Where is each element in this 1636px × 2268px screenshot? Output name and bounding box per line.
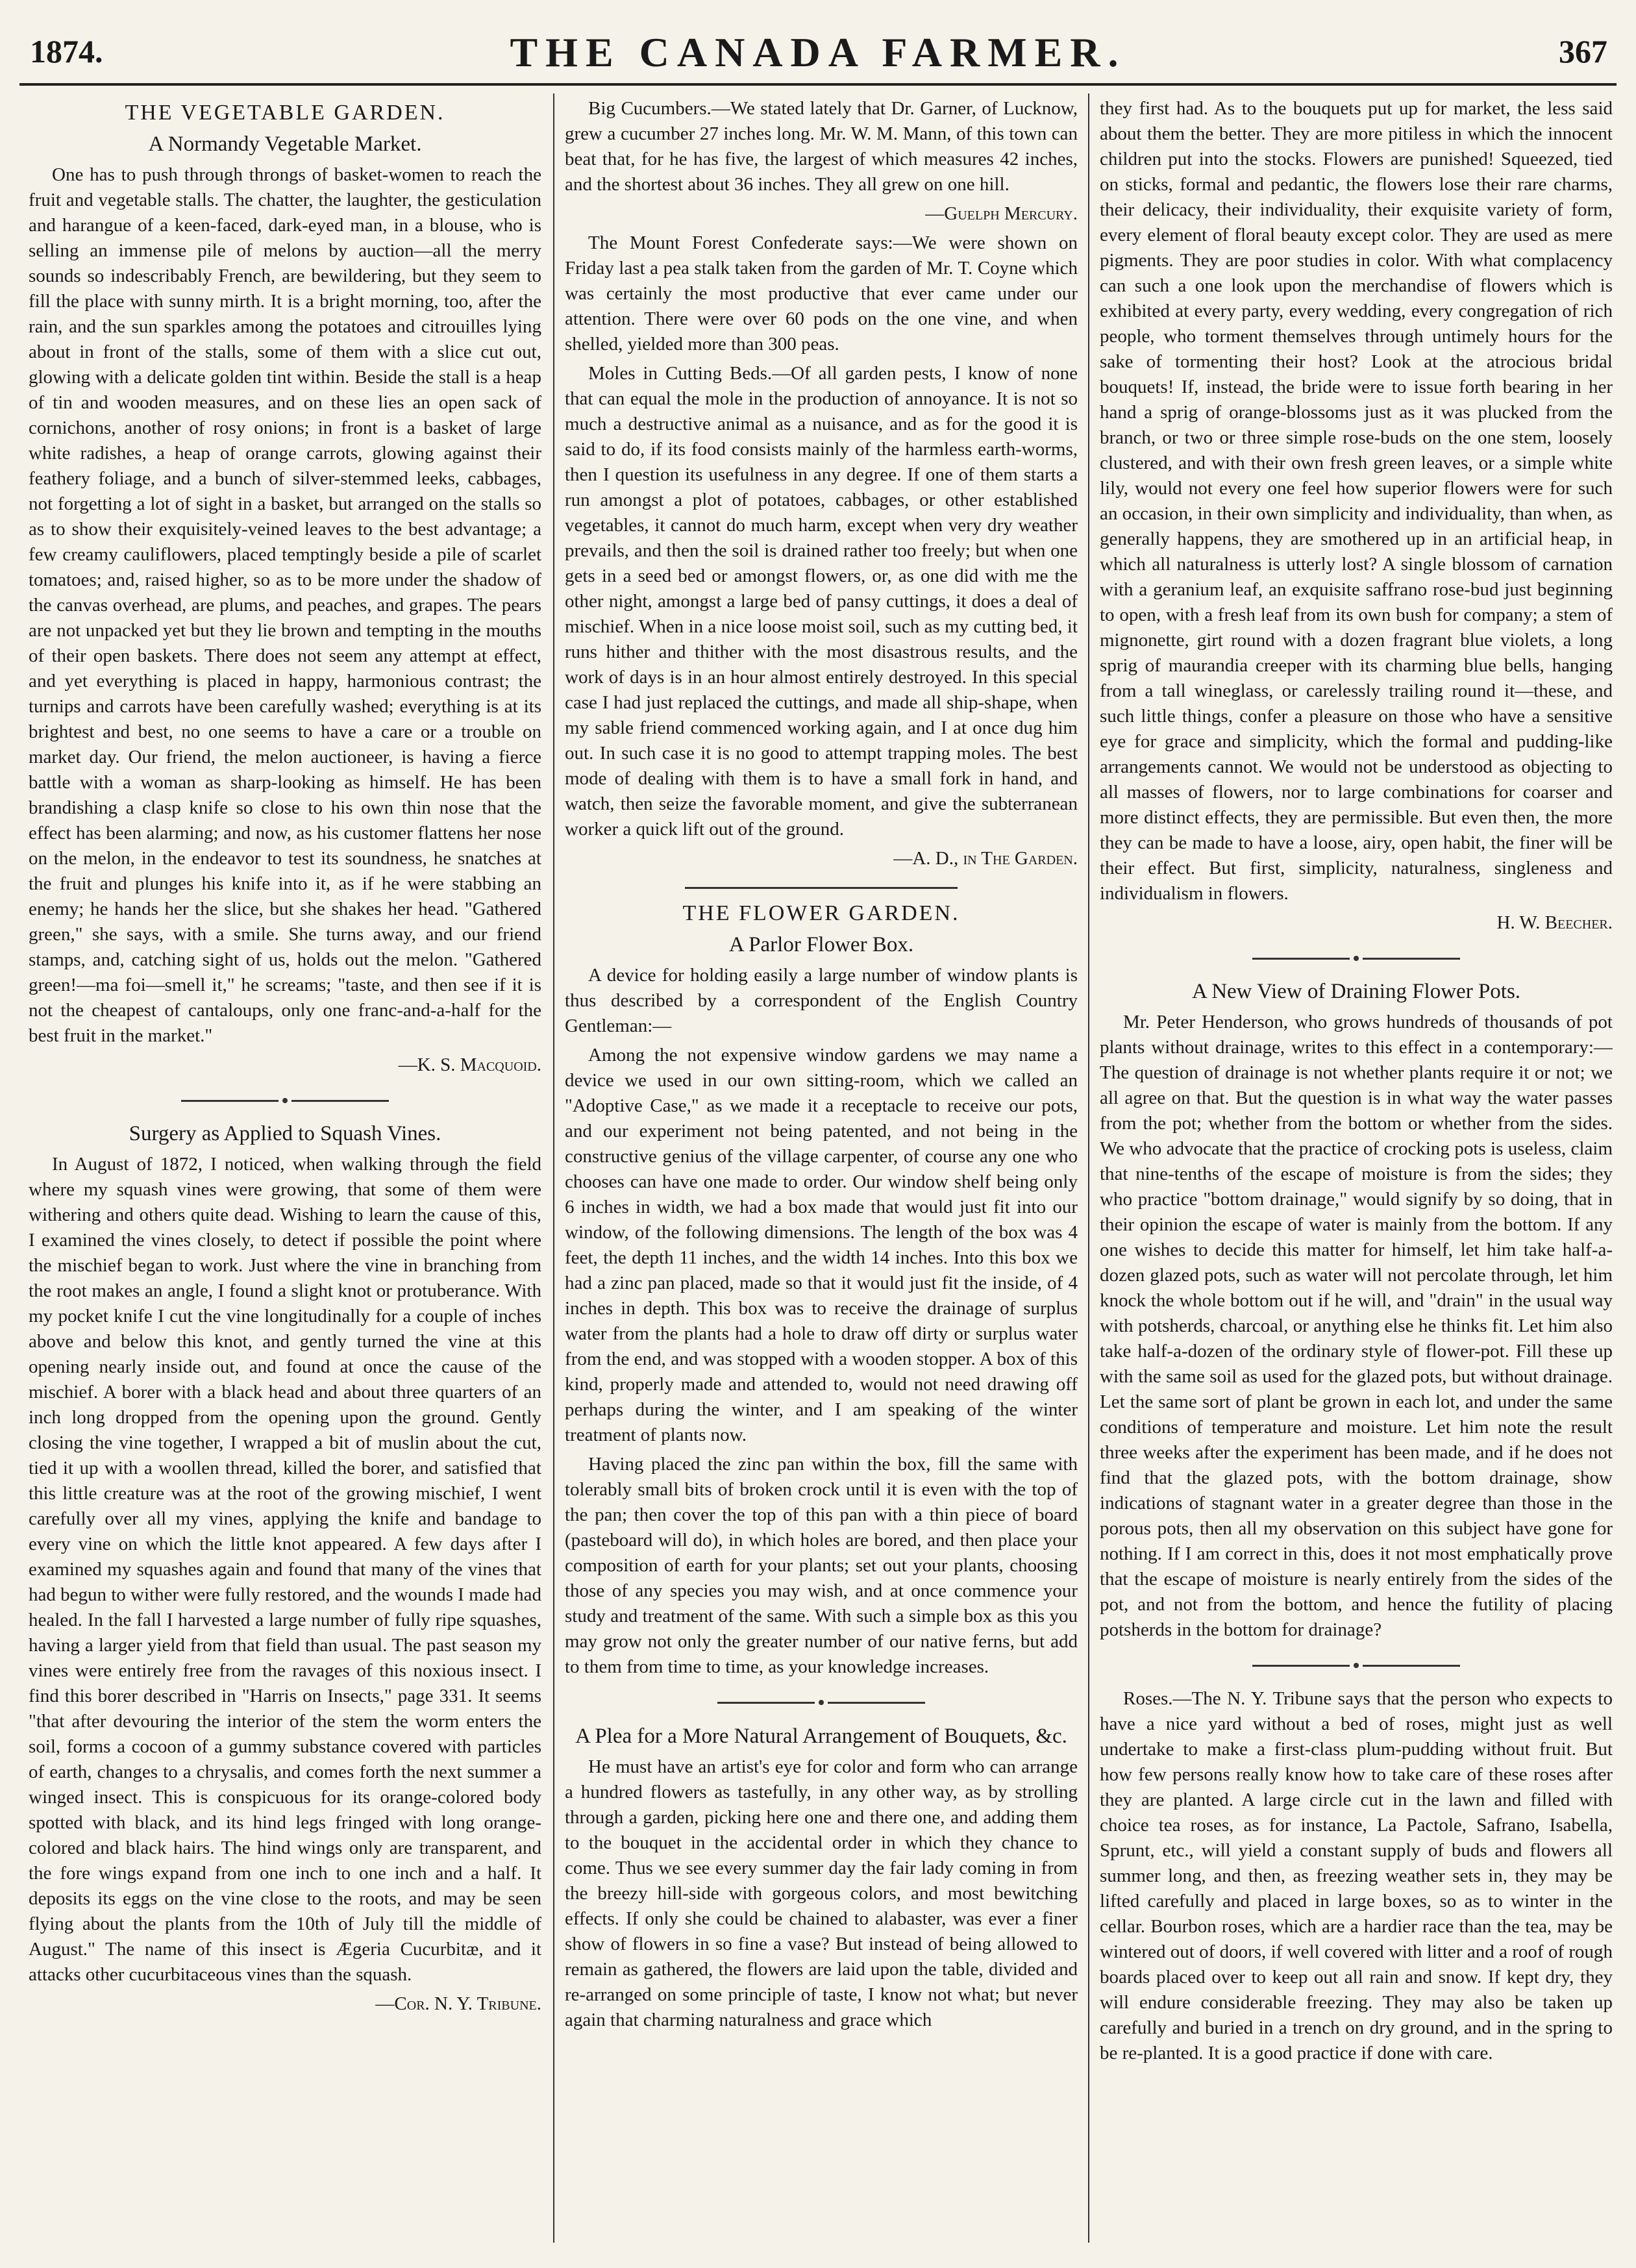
article-paragraph: In August of 1872, I noticed, when walking through the field where my squash vines were growing, that some of them were withering and others quite dead. Wishing to learn the cause of this, I examined the vines closely, to detect if possible the point where the mischief began to work. Just where the vine in branching from the root makes an angle, I found a slight knot or protuberance. With my pocket knife I cut the vine longitudinally for a couple of inches above and below this knot, and gently turned the vine at this opening nearly inside out, and found at once the cause of the mischief. A borer with a black head and about three quarters of an inch long dropped from the opening upon the ground. Gently closing the vine together, I wrapped a bit of muslin about the cut, tied it up with a woollen thread, killed the borer, and satisfied that this little creature was at the root of the growing mischief, I went carefully over all my vines, applying the knife and bandage to every vine on which the little knot appeared. A few days after I examined my squashes again and found that many of the vines that had begun to wither were fully restored, and the wounds I made had healed. In the fall I harvested a large number of fully ripe squashes, having a larger yield from that field than usual. The past season my vines were entirely free from the ravages of this noxious insect. I find this borer described in "Harris on Insects," page 331. It seems "that after devouring the interior of the stem the worm enters the soil, forms a cocoon of a gummy substance covered with particles of earth, changes to a chrysalis, and comes forth the next summer a winged insect. This is conspicuous for its orange-colored body spotted with black, and its hind legs fringed with long orange-colored and black hairs. The hind wings only are transparent, and the fore wings expand from one inch to one inch and a half. It deposits its eggs on the vine close to the roots, and may be seen flying about the plants from the 10th of July till the middle of August." The name of this insect is Ægeria Cucurbitæ, and it attacks other cucurbitaceous vines than the squash. (29, 1154, 541, 1985)
item-source: —Guelph Mercury. (925, 203, 1078, 224)
masthead-rule (19, 83, 1617, 86)
separator (1100, 945, 1613, 970)
column-1 (29, 96, 541, 2239)
column-3 (1100, 96, 1613, 2239)
item-paragraph: Big Cucumbers.—We stated lately that Dr. Garner, of Lucknow, grew a cucumber 27 inches long. Mr. W. M. Mann, of this town can beat that, for he has five, the largest of which measures 42 inches, and the shortest about 36 inches. They all grew on one hill. (565, 98, 1078, 195)
column-2 (565, 96, 1078, 2239)
separator (565, 1689, 1078, 1714)
article-paragraph: Among the not expensive window gardens we may name a device we used in our own sitting-room, which we called an "Adoptive Case," as we made it a receptacle to receive our pots, and our experiment not being patented, and not being in the constructive genius of the village carpenter, of course any one who chooses can have one made to order. Our window shelf being only 6 inches in width, we had a box made that would just fit into our window, of the following dimensions. The length of the box was 4 feet, the depth 11 inches, and the width 14 inches. Into this box we had a zinc pan placed, made so that it would just fit the inside, of 4 inches in depth. This box was to receive the drainage of surplus water from the plants had a hole to draw off dirty or surplus water from the end, and was stopped with a wooden stopper. A box of this kind, properly made and attended to, would not need drawing off perhaps during the winter, and I am speaking of the winter treatment of plants now. (565, 1045, 1078, 1445)
masthead (19, 26, 1617, 84)
section-title: THE VEGETABLE GARDEN. (125, 101, 445, 125)
item-source: —A. D., in The Garden. (893, 848, 1078, 869)
newspaper-title: THE CANADA FARMER. (510, 29, 1126, 75)
article-paragraph: One has to push through throngs of basket-women to reach the fruit and vegetable stalls. The chatter, the laughter, the gesticulation and harangue of a keen-faced, dark-eyed man, in a blouse, who is selling an immense pile of melons by auction—all the merry sounds so indescribably French, are bewildering, but they seem to fill the place with sunny mirth. It is a bright morning, too, after the rain, and the sun sparkles among the potatoes and citrouilles lying about in front of the stalls, some of them with a slice cut out, glowing with a delicate golden tint within. Beside the stall is a heap of tin and wooden measures, and on these lies an open sack of cornichons, another of rosy onions; in front is a basket of large white radishes, a heap of orange carrots, glowing against their feathery foliage, and a bunch of silver-stemmed leeks, cabbages, not forgetting a lot of sight in a basket, but arranged on the stalls so as to show their exquisitely-veined leaves to the best advantage; a few creamy cauliflowers, placed temptingly beside a pile of scarlet tomatoes; and, raised higher, so as to be more under the shadow of the canvas overhead, are plums, and peaches, and grapes. The pears are not unpacked yet but they lie brown and tempting in the mouths of their open baskets. There does not seem any attempt at effect, and yet everything is placed in happy, harmonious contrast; the turnips and carrots have been carefully washed; everything is at its brightest and best, no one seems to have a care or a trouble on market day. Our friend, the melon auctioneer, is having a fierce battle with a woman as sharp-looking as himself. He has been brandishing a clasp knife so close to his own thin nose that the effect has been alarming; and now, as his customer flattens her nose on the melon, in the endeavor to test its soundness, he snatches at the fruit and plunges his knife into it, as if he were stabbing an enemy; he hands her the slice, but she shakes her head. "Gathered green," she says, with a smile. She turns away, and our friend stamps, and, catching sight of us, holds out the melon. "Gathered green!—ma foi—smell it," he screams; "taste, and then see if it is not the cheapest of cantaloups, only one franc-and-a-half for the best fruit in the market." (29, 164, 541, 1046)
article-title: A Plea for a More Natural Arrangement of Bouquets, &c. (575, 1725, 1067, 1748)
separator (29, 1087, 541, 1112)
item-paragraph: The Mount Forest Confederate says:—We were shown on Friday last a pea stalk taken from the garden of Mr. T. Coyne which was certainly the most productive that ever came under our attention. There were over 60 pods on the one vine, and when shelled, yielded more than 300 peas. (565, 232, 1078, 355)
article-title: A Parlor Flower Box. (728, 933, 914, 956)
page-number: 367 (1559, 33, 1607, 69)
article-paragraph: they first had. As to the bouquets put up for market, the less said about them the better. They are more pitiless in which the innocent children put into the stocks. Flowers are punished! Squeezed, tied on sticks, formal and pedantic, the flowers lose their rare charms, their delicacy, their individuality, their exquisite variety of form, every element of floral beauty except color. They are used as mere pigments. They are poor studies in color. With what complacency can such a one look upon the merchandise of flowers which is exhibited at every party, every wedding, every congregation of rich people, who torment themselves through untimely hours for the sake of tormenting their host? Look at the atrocious bridal bouquets! If, instead, the bride were to issue forth bearing in her hand a sprig of orange-blossoms just as it was plucked from the branch, or two or three simple rose-buds on the one stem, loosely clustered, and with their own fresh green leaves, or a simple white lily, would not every one feel how superior flowers were for such an occasion, in their own simplicity and individuality, than when, as generally happens, they are smothered up in an artificial heap, in which all naturalness is utterly lost? A single blossom of carnation with a geranium leaf, an exquisite saffrano rose-bud just beginning to open, with a fresh leaf from its own bush for company; a stem of mignonette, girt round with a dozen fragrant blue violets, a long sprig of maurandia creeper with its charming blue bells, hanging from a tall wineglass, or carelessly trailing round it—these, and such little things, confer a pleasure on those who have a sensitive eye for grace and simplicity, which the formal and pudding-like arrangements cannot. We would not be understood as objecting to all masses of flowers, nor to large combinations for coarser and more distinct effects, they are permissible. But even then, the more they can be made to have a loose, airy, open habit, the finer will be their effect. But first, simplicity, naturalness, singleness and individualism in flowers. (1100, 98, 1613, 904)
article-byline: —K. S. Macquoid. (398, 1054, 541, 1075)
section-title: THE FLOWER GARDEN. (682, 901, 960, 925)
article-title: A Normandy Vegetable Market. (148, 132, 422, 156)
issue-year: 1874. (30, 33, 103, 69)
article-paragraph: He must have an artist's eye for color and form who can arrange a hundred flowers as tastefully, in any other way, as by strolling through a garden, picking here one and there one, and adding them to the bouquet in the accidental order in which they chance to come. Thus we see every summer day the fair lady coming in from the breezy hill-side with gorgeous colors, and most bewitching effects. If only she could be chained to alabaster, was ever a finer show of flowers in so fine a vase? But instead of being allowed to remain as gathered, the flowers are laid upon the table, divided and re-arranged on some principle of taste, I know not what; but never again that charming naturalness and grace which (565, 1756, 1078, 2030)
item-paragraph: Roses.—The N. Y. Tribune says that the person who expects to have a nice yard without a bed of roses, might just as well undertake to make a first-class plum-pudding without fruit. But how few persons really know how to take care of these roses after they are planted. A large circle cut in the lawn and filled with choice tea roses, as for instance, La Pactole, Safrano, Isabella, Sprunt, etc., will yield a constant supply of buds and flowers all summer long, and then, as freezing weather sets in, they may be lifted carefully and placed in large boxes, so as to winter in the cellar. Bourbon roses, which are a hardier race than the tea, may be wintered out of doors, if well covered with litter and a roof of rough boards placed over to keep out all rain and snow. If kept dry, they will endure considerable freezing. They may also be taken up carefully and buried in a trench on dry ground, and in the spring to be re-planted. It is a good practice if done with care. (1100, 1688, 1613, 2063)
column-rule (553, 93, 554, 2243)
separator (1100, 1652, 1613, 1677)
article-paragraph: Having placed the zinc pan within the box, fill the same with tolerably small bits of broken crock until it is even with the top of the pan; then cover the top of this pan with a thin piece of board (pasteboard will do), in which holes are bored, and then place your composition of earth for your plants; set out your plants, choosing those of any species you may wish, and at once commence your study and treatment of the same. With such a simple box as this you may grow not only the greater number of our native ferns, but add to them from time to time, as your knowledge increases. (565, 1454, 1078, 1677)
newspaper-page (19, 13, 1617, 2253)
item-paragraph: Moles in Cutting Beds.—Of all garden pests, I know of none that can equal the mole in the production of annoyance. It is not so much a destructive animal as a nuisance, and as for the good it is said to do, if its food consists mainly of the harmless earth-worms, then I question its usefulness in any degree. If one of them starts a run amongst a plot of potatoes, cabbages, or other established vegetables, it cannot do much harm, except when very dry weather prevails, and then the soil is drained rather too freely; but when one gets in a seed bed or amongst flowers, or, as one did with me the other night, amongst a large bed of pansy cuttings, it does a deal of mischief. When in a nice loose moist soil, such as my cutting bed, it runs hither and thither with the most disastrous results, and the work of days is in an hour almost entirely destroyed. In this special case I had just replaced the cuttings, and made all ship-shape, when my sable friend commenced working again, and I at once dug him out. In such case it is no good to attempt trapping moles. The best mode of dealing with them is to have a small fork in hand, and watch, then seize the favorable moment, and give the subterranean worker a quick lift out of the ground. (565, 363, 1078, 840)
article-title: Surgery as Applied to Squash Vines. (129, 1122, 441, 1145)
article-paragraph: A device for holding easily a large number of window plants is thus described by a correspondent of the English Country Gentleman:— (565, 965, 1078, 1036)
article-byline: H. W. Beecher. (1496, 912, 1613, 933)
article-paragraph: Mr. Peter Henderson, who grows hundreds of thousands of pot plants without drainage, writes to this effect in a contemporary:—The question of drainage is not whether plants require it or not; we all agree on that. But the question is in what way the water passes from the pot; whether from the bottom or whether from the sides. We who advocate that the practice of crocking pots is useless, claim that nine-tenths of the escape of moisture is from the sides; they who practice "bottom drainage," would signify by so doing, that in their opinion the escape of water is mainly from the bottom. If any one wishes to decide this matter for himself, let him take half-a-dozen glazed pots, such as water will not percolate through, let him knock the whole bottom out if he will, and "drain" in the usual way with potsherds, charcoal, or anything else he thinks fit. Let him also take half-a-dozen of the ordinary style of flower-pot. Fill these up with the same soil as used for the glazed pots, but without drainage. Let the same sort of plant be grown in each lot, and under the same conditions of temperature and moisture. Let him note the result three weeks after the experiment has been made, and if he does not find that the glazed pots, with the bottom drainage, show indications of stagnant water in a greater degree than those in the porous pots, then all my observation on this subject have gone for nothing. If I am correct in this, does it not most emphatically prove that the escape of moisture is nearly entirely from the sides of the pot, and not from the bottom, and hence the futility of placing potsherds in the bottom for drainage? (1100, 1012, 1613, 1640)
article-byline: —Cor. N. Y. Tribune. (375, 1993, 541, 2014)
article-title: A New View of Draining Flower Pots. (1191, 980, 1521, 1003)
column-rule (1088, 93, 1089, 2243)
section-rule (685, 887, 958, 889)
